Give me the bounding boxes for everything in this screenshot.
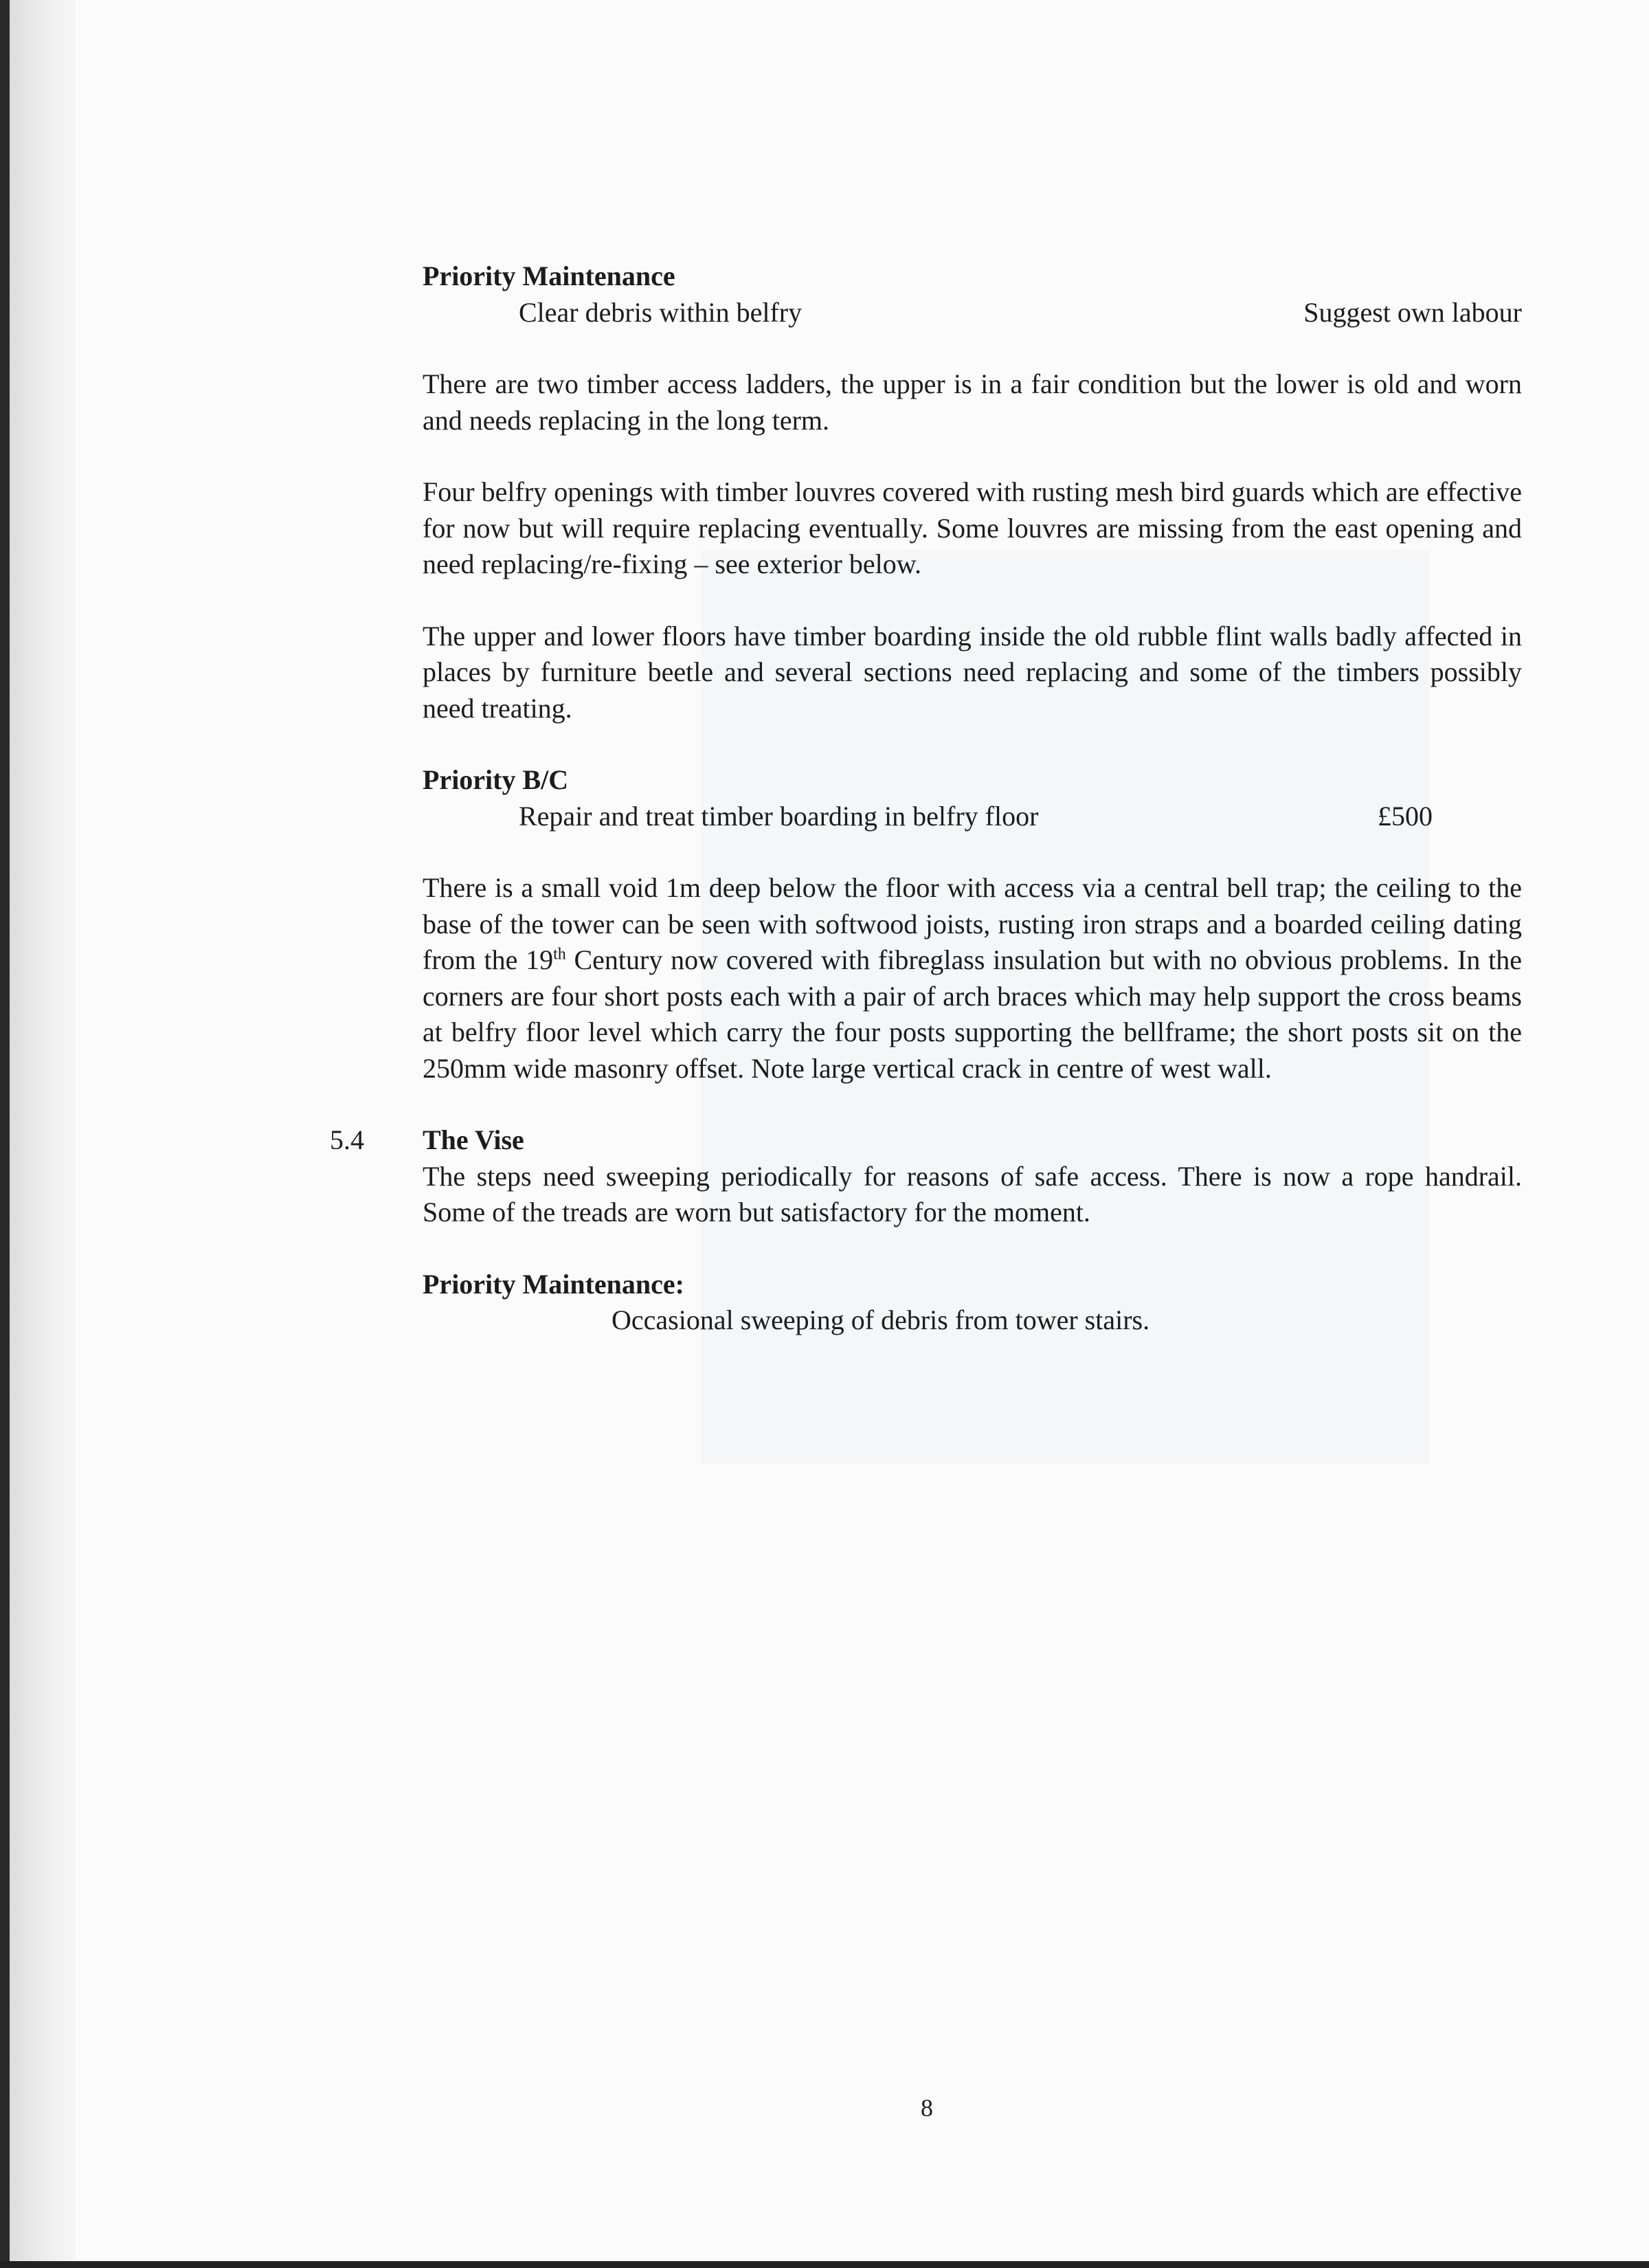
priority-item-row — [423, 295, 1522, 331]
priority-bc-row — [423, 799, 1433, 835]
void-text-part2: Century now covered with fibreglass insulation but with no obvious problems. In the corners are four short posts each with a pair of arch braces which may help support the cross beams at belfry floor level which carry the four posts supporting the bellframe; the short posts sit on the 250mm wide masonry offset. Note large vertical crack in centre of west wall. — [423, 944, 1522, 1084]
priority-maintenance-heading: Priority Maintenance — [423, 260, 675, 291]
scan-bottom-edge — [0, 2261, 1649, 2268]
priority-maintenance-2-item: Occasional sweeping of debris from tower stairs. — [612, 1304, 1150, 1335]
priority-maintenance-2-heading: Priority Maintenance: — [423, 1268, 684, 1300]
page-content — [330, 258, 1522, 1339]
void-superscript: th — [553, 945, 566, 964]
paragraph-void — [423, 870, 1522, 1087]
priority-maintenance-block — [423, 258, 1522, 331]
vise-text: The steps need sweeping periodically for reasons of safe access. There is now a rope handrail. Some of the treads are worn but satisfactory for the moment. — [423, 1160, 1522, 1227]
priority-bc-item: Repair and treat timber boarding in belfry floor — [519, 800, 1039, 832]
scan-dark-edge — [0, 0, 10, 2268]
section-number: 5.4 — [330, 1124, 364, 1155]
priority-bc-heading: Priority B/C — [423, 764, 569, 795]
scan-left-shadow — [0, 0, 76, 2268]
priority-maintenance-2-block — [423, 1267, 1522, 1339]
vise-heading — [330, 1122, 1522, 1159]
section-title: The Vise — [423, 1124, 524, 1155]
paragraph-floors: The upper and lower floors have timber boarding inside the old rubble flint walls badly affected in places by furniture beetle and several sections need replacing and some of the timbers possibly need treating. — [423, 620, 1522, 724]
priority-bc-block — [423, 762, 1522, 834]
priority-item-text: Clear debris within belfry — [519, 296, 803, 328]
priority-bc-cost: £500 — [1378, 800, 1433, 832]
page-number: 8 — [921, 2094, 933, 2122]
void-text-part1: There is a small void 1m deep below the floor with access via a central bell trap; the ceiling to the base of the tower can be seen with softwood joists, rusting iron straps and a boarded ceiling dating from the 19 — [423, 872, 1522, 975]
priority-maintenance-2-row — [423, 1302, 1522, 1339]
paragraph-ladders: There are two timber access ladders, the upper is in a fair condition but the lower is old and worn and needs replacing in the long term. — [423, 368, 1522, 436]
priority-item-note: Suggest own labour — [1303, 296, 1522, 328]
vise-section — [330, 1122, 1522, 1231]
paragraph-belfry-openings: Four belfry openings with timber louvres covered with rusting mesh bird guards which are effective for now but will require replacing eventually. Some louvres are missing from the east opening and need replacing/re-fixing – see exterior below. — [423, 476, 1522, 579]
